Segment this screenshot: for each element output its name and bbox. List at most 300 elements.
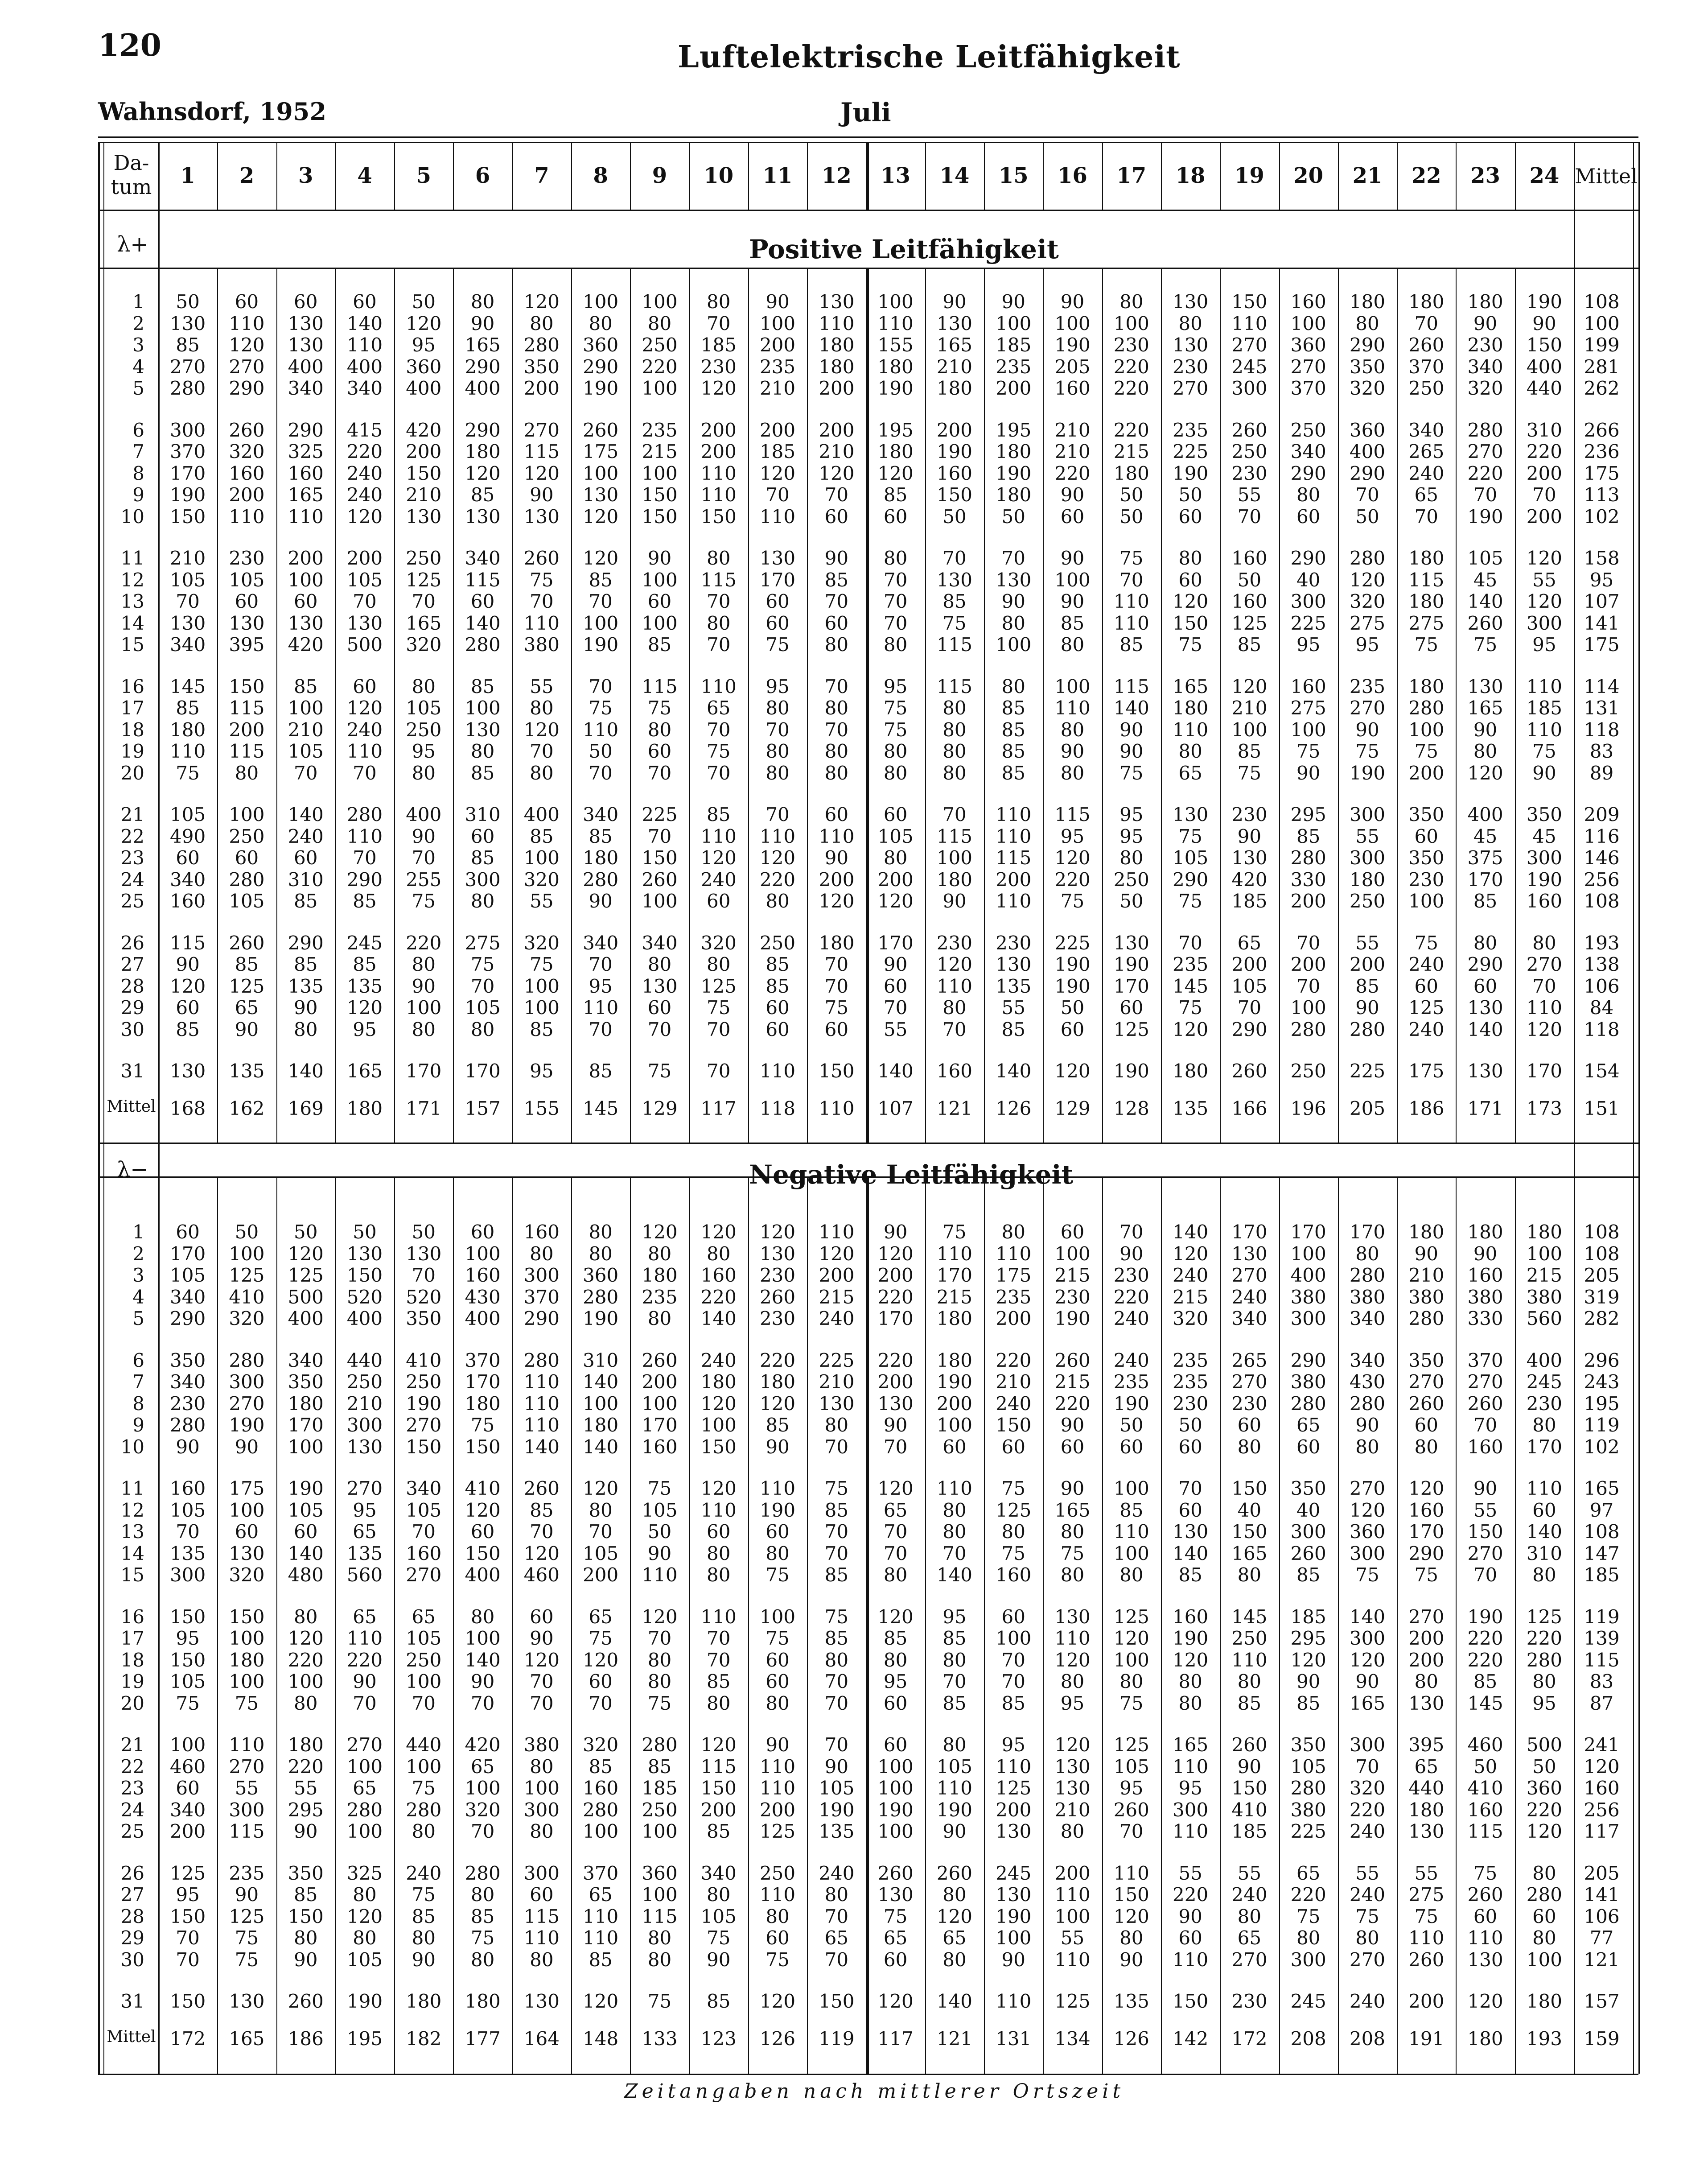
hourly-value-cell: 120 — [170, 975, 206, 997]
hourly-value-cell: 170 — [1526, 1436, 1562, 1458]
hourly-value-cell: 130 — [819, 291, 855, 313]
hourly-value-cell: 300 — [523, 1862, 560, 1884]
hourly-value-cell: 180 — [465, 441, 501, 462]
hourly-value-cell: 100 — [1231, 718, 1268, 741]
hourly-value-cell: 80 — [1001, 675, 1025, 697]
hour-column-header: 1 — [180, 163, 195, 188]
hourly-value-cell: 90 — [707, 1948, 731, 1971]
hourly-value-cell: 90 — [942, 890, 967, 912]
hourly-value-cell: 190 — [759, 1499, 796, 1521]
hourly-value-cell: 280 — [583, 868, 619, 891]
hourly-value-cell: 260 — [583, 419, 619, 441]
hourly-value-cell: 115 — [229, 1820, 265, 1842]
hourly-value-cell: 560 — [346, 1564, 383, 1586]
hourly-value-cell: 60 — [883, 804, 908, 825]
hourly-value-cell: 130 — [229, 1542, 265, 1564]
hourly-value-cell: 180 — [819, 355, 855, 378]
hourly-value-cell: 110 — [346, 334, 383, 356]
hourly-value-cell: 250 — [1231, 441, 1268, 462]
hourly-value-cell: 110 — [759, 1060, 796, 1082]
hourly-value-cell: 105 — [170, 804, 206, 825]
hourly-value-cell: 190 — [229, 1414, 265, 1436]
hourly-value-cell: 110 — [759, 1884, 796, 1906]
daily-mean-cell: 83 — [1589, 740, 1614, 762]
hour-column-header: 23 — [1470, 163, 1500, 188]
hourly-value-cell: 70 — [176, 1927, 200, 1949]
hourly-value-cell: 120 — [877, 1477, 914, 1499]
hourly-value-cell: 220 — [406, 932, 442, 954]
hourly-value-cell: 110 — [700, 484, 737, 506]
hourly-value-cell: 100 — [465, 1242, 501, 1265]
daily-mean-cell: 281 — [1584, 355, 1620, 378]
hourly-value-cell: 115 — [700, 1755, 737, 1778]
daily-mean-cell: 262 — [1584, 377, 1620, 399]
hourly-value-cell: 160 — [1173, 1605, 1209, 1628]
hourly-value-cell: 100 — [642, 377, 678, 399]
hourly-value-cell: 85 — [707, 1990, 731, 2012]
hourly-value-cell: 110 — [346, 740, 383, 762]
day-label: 17 — [120, 697, 144, 719]
hourly-value-cell: 130 — [229, 1990, 265, 2012]
overall-mean-cell: 159 — [1584, 2027, 1620, 2050]
hourly-value-cell: 180 — [1408, 675, 1445, 697]
hourly-value-cell: 170 — [406, 1060, 442, 1082]
hourly-value-cell: 290 — [465, 355, 501, 378]
hourly-value-cell: 50 — [1237, 569, 1262, 591]
hourly-value-cell: 95 — [942, 1605, 967, 1628]
hourly-value-cell: 70 — [1119, 1221, 1144, 1243]
hourly-value-cell: 165 — [1467, 697, 1503, 719]
hourly-value-cell: 200 — [229, 484, 265, 506]
hourly-value-cell: 430 — [1349, 1371, 1386, 1393]
hourly-value-cell: 75 — [235, 1927, 259, 1949]
hour-column-header: 13 — [881, 163, 911, 188]
hour-column-header: 18 — [1175, 163, 1206, 188]
hourly-value-cell: 250 — [642, 334, 678, 356]
hourly-value-cell: 80 — [1532, 1414, 1556, 1436]
hourly-value-cell: 110 — [759, 1755, 796, 1778]
hourly-value-cell: 280 — [523, 334, 560, 356]
hourly-value-cell: 85 — [942, 1692, 967, 1714]
table-top-rule — [98, 136, 1638, 138]
hourly-value-cell: 300 — [465, 868, 501, 891]
hourly-value-cell: 180 — [996, 441, 1032, 462]
hourly-value-cell: 110 — [1408, 1927, 1445, 1949]
hourly-value-cell: 100 — [1113, 312, 1149, 334]
hourly-value-cell: 120 — [877, 1990, 914, 2012]
page-title: Luftelektrische Leitfähigkeit — [678, 39, 1181, 75]
hourly-value-cell: 115 — [936, 675, 972, 697]
hourly-value-cell: 200 — [700, 441, 737, 462]
hourly-value-cell: 80 — [470, 1948, 495, 1971]
hourly-value-cell: 60 — [1178, 1436, 1202, 1458]
hourly-value-cell: 190 — [1054, 975, 1091, 997]
hourly-value-cell: 110 — [288, 505, 324, 528]
hourly-value-cell: 260 — [642, 868, 678, 891]
hourly-value-cell: 100 — [170, 1734, 206, 1756]
hourly-value-cell: 120 — [1173, 590, 1209, 612]
hourly-value-cell: 220 — [1349, 1799, 1386, 1821]
hourly-value-cell: 340 — [170, 1286, 206, 1308]
hourly-value-cell: 150 — [642, 505, 678, 528]
hourly-value-cell: 160 — [229, 462, 265, 484]
hourly-value-cell: 85 — [530, 1499, 554, 1521]
hourly-value-cell: 370 — [170, 441, 206, 462]
hourly-value-cell: 70 — [1001, 1649, 1025, 1671]
hourly-value-cell: 50 — [1119, 890, 1144, 912]
daily-mean-cell: 97 — [1589, 1499, 1614, 1521]
hourly-value-cell: 200 — [523, 377, 560, 399]
daily-mean-cell: 89 — [1589, 762, 1614, 784]
hourly-value-cell: 320 — [1349, 1777, 1386, 1799]
hourly-value-cell: 280 — [1290, 1392, 1326, 1415]
hourly-value-cell: 75 — [1001, 1542, 1025, 1564]
hourly-value-cell: 260 — [1467, 1884, 1503, 1906]
hourly-value-cell: 60 — [766, 1018, 790, 1040]
hourly-value-cell: 170 — [1290, 1221, 1326, 1243]
hourly-value-cell: 110 — [996, 1990, 1032, 2012]
hourly-value-cell: 180 — [1349, 291, 1386, 313]
hourly-value-cell: 65 — [883, 1927, 908, 1949]
hourly-value-cell: 210 — [1054, 1799, 1091, 1821]
hourly-value-cell: 95 — [412, 740, 436, 762]
hourly-value-cell: 75 — [1178, 634, 1202, 656]
hourly-value-cell: 80 — [1532, 932, 1556, 954]
daily-mean-cell: 266 — [1584, 419, 1620, 441]
hourly-value-cell: 170 — [465, 1060, 501, 1082]
hourly-value-cell: 75 — [1473, 634, 1498, 656]
hourly-value-cell: 75 — [942, 1221, 967, 1243]
hourly-value-cell: 260 — [229, 932, 265, 954]
hourly-value-cell: 60 — [1178, 1499, 1202, 1521]
day-label: 20 — [120, 762, 144, 784]
hourly-value-cell: 120 — [583, 505, 619, 528]
hourly-value-cell: 270 — [1290, 355, 1326, 378]
daily-mean-cell: 141 — [1584, 612, 1620, 634]
hourly-value-cell: 80 — [293, 1605, 318, 1628]
hourly-value-cell: 50 — [1532, 1755, 1556, 1778]
hourly-value-cell: 80 — [1355, 1242, 1379, 1265]
hourly-value-cell: 160 — [406, 1542, 442, 1564]
daily-mean-cell: 157 — [1584, 1990, 1620, 2012]
hourly-value-cell: 100 — [288, 1436, 324, 1458]
hourly-value-cell: 230 — [996, 932, 1032, 954]
hourly-value-cell: 160 — [1054, 377, 1091, 399]
hourly-value-cell: 110 — [229, 312, 265, 334]
hourly-value-cell: 180 — [936, 1308, 972, 1329]
hourly-value-cell: 75 — [235, 1692, 259, 1714]
hourly-value-cell: 380 — [1290, 1286, 1326, 1308]
hourly-value-cell: 80 — [707, 612, 731, 634]
hourly-value-cell: 140 — [1467, 590, 1503, 612]
hourly-value-cell: 310 — [1526, 419, 1562, 441]
hourly-value-cell: 75 — [707, 997, 731, 1019]
hourly-value-cell: 200 — [996, 1799, 1032, 1821]
hourly-value-cell: 100 — [406, 1671, 442, 1692]
hourly-value-cell: 90 — [1178, 1905, 1202, 1927]
daily-mean-cell: 256 — [1584, 1799, 1620, 1821]
hourly-value-cell: 60 — [766, 1521, 790, 1543]
hourly-value-cell: 85 — [1001, 740, 1025, 762]
positive-symbol: λ+ — [117, 232, 148, 257]
hourly-value-cell: 200 — [1526, 505, 1562, 528]
hourly-value-cell: 290 — [1290, 462, 1326, 484]
hourly-value-cell: 90 — [942, 291, 967, 313]
hourly-value-cell: 300 — [1349, 804, 1386, 825]
day-label: 30 — [120, 1948, 144, 1971]
hourly-value-cell: 105 — [936, 1755, 972, 1778]
hourly-value-cell: 340 — [1231, 1308, 1268, 1329]
hourly-value-cell: 75 — [766, 1564, 790, 1586]
hourly-value-cell: 280 — [465, 634, 501, 656]
hourly-value-cell: 210 — [996, 1371, 1032, 1393]
hourly-value-cell: 380 — [1526, 1286, 1562, 1308]
hourly-value-cell: 75 — [824, 1605, 849, 1628]
hourly-value-cell: 100 — [465, 1777, 501, 1799]
day-label: 20 — [120, 1692, 144, 1714]
hourly-value-cell: 130 — [346, 612, 383, 634]
daily-mean-cell: 108 — [1584, 890, 1620, 912]
hourly-value-cell: 520 — [406, 1286, 442, 1308]
hourly-value-cell: 175 — [996, 1264, 1032, 1286]
hourly-value-cell: 245 — [1231, 355, 1268, 378]
hourly-value-cell: 340 — [170, 1371, 206, 1393]
hourly-value-cell: 295 — [288, 1799, 324, 1821]
hourly-value-cell: 290 — [346, 868, 383, 891]
hourly-value-cell: 100 — [759, 312, 796, 334]
hourly-value-cell: 70 — [942, 1542, 967, 1564]
hourly-value-cell: 220 — [1113, 419, 1149, 441]
hourly-value-cell: 60 — [530, 1884, 554, 1906]
hourly-value-cell: 300 — [346, 1414, 383, 1436]
hourly-value-cell: 80 — [1060, 1671, 1085, 1692]
hourly-value-cell: 70 — [766, 484, 790, 506]
hourly-value-cell: 60 — [883, 1692, 908, 1714]
hourly-value-cell: 80 — [707, 1692, 731, 1714]
hourly-value-cell: 380 — [523, 1734, 560, 1756]
hourly-mean-cell: 166 — [1231, 1097, 1268, 1119]
hourly-value-cell: 190 — [996, 1905, 1032, 1927]
hourly-value-cell: 190 — [583, 634, 619, 656]
hourly-value-cell: 200 — [406, 441, 442, 462]
hourly-value-cell: 70 — [412, 1521, 436, 1543]
hourly-value-cell: 360 — [406, 355, 442, 378]
hourly-value-cell: 125 — [1113, 1605, 1149, 1628]
hourly-value-cell: 100 — [642, 1820, 678, 1842]
hourly-value-cell: 70 — [1001, 547, 1025, 569]
hourly-value-cell: 280 — [642, 1734, 678, 1756]
hourly-value-cell: 270 — [1231, 1371, 1268, 1393]
hourly-value-cell: 120 — [523, 1649, 560, 1671]
hourly-value-cell: 320 — [465, 1799, 501, 1821]
hourly-value-cell: 75 — [1178, 890, 1202, 912]
hourly-value-cell: 290 — [1290, 547, 1326, 569]
hourly-value-cell: 75 — [589, 697, 613, 719]
hourly-value-cell: 310 — [465, 804, 501, 825]
hourly-value-cell: 230 — [1231, 1392, 1268, 1415]
hourly-value-cell: 70 — [883, 1521, 908, 1543]
hourly-value-cell: 100 — [523, 847, 560, 869]
hourly-value-cell: 370 — [583, 1862, 619, 1884]
hourly-value-cell: 320 — [1349, 590, 1386, 612]
hourly-value-cell: 55 — [1001, 997, 1025, 1019]
hourly-value-cell: 110 — [1113, 590, 1149, 612]
hourly-value-cell: 90 — [1355, 997, 1379, 1019]
hourly-value-cell: 80 — [942, 1948, 967, 1971]
hourly-value-cell: 65 — [353, 1521, 377, 1543]
daily-mean-cell: 84 — [1589, 997, 1614, 1019]
hourly-value-cell: 235 — [1173, 419, 1209, 441]
day-label: 7 — [132, 1371, 144, 1393]
hourly-value-cell: 95 — [530, 1060, 554, 1082]
hourly-value-cell: 80 — [589, 1499, 613, 1521]
hourly-value-cell: 240 — [346, 462, 383, 484]
hourly-value-cell: 60 — [1237, 1414, 1262, 1436]
date-column-header: Da- tum — [111, 151, 152, 199]
hourly-value-cell: 70 — [766, 718, 790, 741]
day-label: 26 — [120, 1862, 144, 1884]
hourly-value-cell: 100 — [346, 1820, 383, 1842]
hourly-value-cell: 150 — [642, 847, 678, 869]
hourly-value-cell: 70 — [883, 612, 908, 634]
hourly-value-cell: 70 — [883, 997, 908, 1019]
hourly-value-cell: 80 — [824, 697, 849, 719]
hourly-value-cell: 80 — [1001, 1221, 1025, 1243]
table-right-border — [1638, 142, 1640, 2074]
daily-mean-cell: 77 — [1589, 1927, 1614, 1949]
hourly-value-cell: 270 — [346, 1734, 383, 1756]
hourly-value-cell: 85 — [293, 675, 318, 697]
hourly-value-cell: 110 — [1526, 675, 1562, 697]
hourly-value-cell: 115 — [1408, 569, 1445, 591]
daily-mean-cell: 87 — [1589, 1692, 1614, 1714]
hourly-value-cell: 230 — [1113, 334, 1149, 356]
hourly-value-cell: 50 — [235, 1221, 259, 1243]
hourly-value-cell: 60 — [1178, 1927, 1202, 1949]
hourly-value-cell: 185 — [642, 1777, 678, 1799]
hourly-value-cell: 70 — [1001, 1671, 1025, 1692]
hourly-value-cell: 340 — [170, 634, 206, 656]
hourly-value-cell: 85 — [766, 953, 790, 975]
daily-mean-cell: 119 — [1584, 1414, 1620, 1436]
hourly-value-cell: 70 — [589, 1521, 613, 1543]
hourly-value-cell: 100 — [1290, 1242, 1326, 1265]
hourly-value-cell: 380 — [1408, 1286, 1445, 1308]
hourly-value-cell: 55 — [1414, 1862, 1438, 1884]
hourly-value-cell: 230 — [1408, 868, 1445, 891]
hourly-value-cell: 90 — [1119, 1242, 1144, 1265]
day-label: 2 — [132, 1242, 144, 1265]
hourly-value-cell: 120 — [1054, 1060, 1091, 1082]
hourly-value-cell: 260 — [642, 1349, 678, 1371]
hourly-value-cell: 120 — [1408, 1477, 1445, 1499]
hourly-value-cell: 120 — [700, 1734, 737, 1756]
hourly-value-cell: 215 — [936, 1286, 972, 1308]
hourly-value-cell: 180 — [1408, 590, 1445, 612]
hourly-value-cell: 75 — [1119, 762, 1144, 784]
hourly-value-cell: 120 — [583, 1477, 619, 1499]
hourly-value-cell: 340 — [406, 1477, 442, 1499]
hourly-value-cell: 95 — [412, 334, 436, 356]
hourly-value-cell: 60 — [883, 1948, 908, 1971]
hourly-value-cell: 75 — [942, 612, 967, 634]
day-label: 31 — [120, 1990, 144, 2012]
hourly-value-cell: 420 — [406, 419, 442, 441]
hourly-value-cell: 50 — [1001, 505, 1025, 528]
hourly-value-cell: 500 — [288, 1286, 324, 1308]
hourly-value-cell: 105 — [170, 1499, 206, 1521]
hourly-value-cell: 80 — [293, 1927, 318, 1949]
hourly-value-cell: 90 — [1473, 718, 1498, 741]
hourly-value-cell: 110 — [1173, 1820, 1209, 1842]
hourly-value-cell: 80 — [766, 890, 790, 912]
hourly-value-cell: 65 — [235, 997, 259, 1019]
hourly-value-cell: 75 — [1355, 740, 1379, 762]
hourly-value-cell: 220 — [1113, 355, 1149, 378]
hourly-value-cell: 60 — [235, 291, 259, 313]
hourly-value-cell: 160 — [642, 1436, 678, 1458]
hourly-value-cell: 80 — [412, 1018, 436, 1040]
hourly-value-cell: 100 — [1113, 1649, 1149, 1671]
hourly-value-cell: 80 — [1414, 1671, 1438, 1692]
hourly-value-cell: 410 — [1467, 1777, 1503, 1799]
hourly-value-cell: 90 — [412, 825, 436, 847]
hourly-value-cell: 160 — [1290, 675, 1326, 697]
hourly-value-cell: 100 — [1054, 675, 1091, 697]
hourly-value-cell: 105 — [1173, 847, 1209, 869]
hourly-value-cell: 75 — [1237, 762, 1262, 784]
day-label: 11 — [120, 1477, 144, 1499]
hourly-value-cell: 120 — [346, 505, 383, 528]
hourly-value-cell: 115 — [1467, 1820, 1503, 1842]
hourly-value-cell: 170 — [1349, 1221, 1386, 1243]
hourly-value-cell: 180 — [936, 377, 972, 399]
hourly-value-cell: 60 — [824, 505, 849, 528]
hourly-value-cell: 110 — [996, 1755, 1032, 1778]
hourly-value-cell: 270 — [1467, 1371, 1503, 1393]
hourly-value-cell: 415 — [346, 419, 383, 441]
hourly-value-cell: 130 — [170, 1060, 206, 1082]
hourly-value-cell: 150 — [1173, 1990, 1209, 2012]
hourly-mean-cell: 186 — [1408, 1097, 1445, 1119]
hourly-value-cell: 235 — [1173, 1371, 1209, 1393]
hourly-value-cell: 120 — [1467, 762, 1503, 784]
day-label: 14 — [120, 612, 144, 634]
day-label: 16 — [120, 675, 144, 697]
hourly-value-cell: 235 — [1173, 1349, 1209, 1371]
hourly-value-cell: 190 — [1467, 1605, 1503, 1628]
day-label: 21 — [120, 804, 144, 825]
hourly-value-cell: 100 — [406, 997, 442, 1019]
hourly-value-cell: 70 — [1178, 1477, 1202, 1499]
daily-mean-cell: 175 — [1584, 462, 1620, 484]
hourly-value-cell: 210 — [406, 484, 442, 506]
hourly-value-cell: 235 — [229, 1862, 265, 1884]
hourly-value-cell: 110 — [1231, 312, 1268, 334]
day-label: 28 — [120, 975, 144, 997]
hourly-value-cell: 280 — [1408, 697, 1445, 719]
hourly-value-cell: 280 — [1526, 1884, 1562, 1906]
hourly-value-cell: 280 — [1349, 1018, 1386, 1040]
hourly-value-cell: 75 — [1296, 740, 1321, 762]
hourly-value-cell: 260 — [759, 1286, 796, 1308]
day-label: 31 — [120, 1060, 144, 1082]
hourly-value-cell: 70 — [176, 590, 200, 612]
hourly-mean-cell: 121 — [936, 1097, 972, 1119]
hourly-value-cell: 150 — [288, 1905, 324, 1927]
hourly-value-cell: 75 — [1296, 1905, 1321, 1927]
day-label: 19 — [120, 1671, 144, 1692]
